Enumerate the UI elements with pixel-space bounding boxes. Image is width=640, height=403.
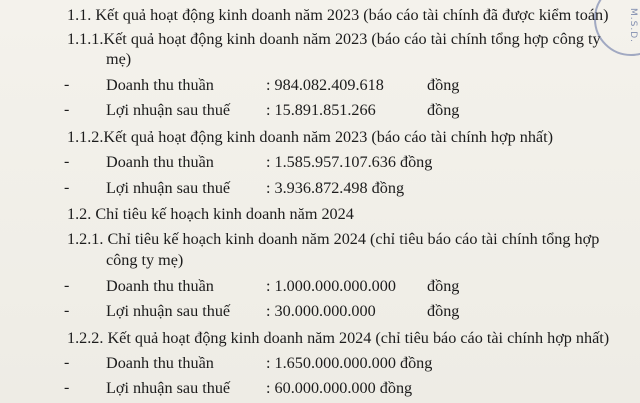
label-revenue: Doanh thu thuần — [106, 277, 214, 295]
heading-1-2: 1.2. Chỉ tiêu kế hoạch kinh doanh năm 2024 — [67, 205, 354, 223]
heading-1-1: 1.1. Kết quả hoạt động kinh doanh năm 2023 (báo cáo tài chính đã được kiểm toán) — [67, 6, 609, 24]
value-profit: : 15.891.851.266 — [266, 101, 376, 119]
label-revenue: Doanh thu thuần — [106, 76, 214, 94]
list-dash: - — [64, 379, 70, 396]
label-profit: Lợi nhuận sau thuế — [106, 379, 231, 397]
value-revenue: : 984.082.409.618 — [266, 76, 384, 94]
list-dash: - — [64, 277, 70, 294]
label-revenue: Doanh thu thuần — [106, 153, 214, 171]
value-profit: : 60.000.000.000 đồng — [266, 379, 413, 397]
list-dash: - — [64, 302, 70, 319]
heading-1-1-2: 1.1.2.Kết quả hoạt động kinh doanh năm 2023 (báo cáo tài chính hợp nhất) — [67, 128, 553, 146]
value-revenue: : 1.000.000.000.000 — [266, 277, 396, 295]
value-profit: : 30.000.000.000 — [266, 302, 376, 320]
unit: đồng — [427, 277, 460, 295]
unit: đồng — [427, 101, 460, 119]
list-dash: - — [64, 153, 70, 170]
label-profit: Lợi nhuận sau thuế — [106, 302, 231, 320]
label-revenue: Doanh thu thuần — [106, 354, 214, 372]
value-profit: : 3.936.872.498 đồng — [266, 179, 405, 197]
label-profit: Lợi nhuận sau thuế — [106, 101, 231, 119]
heading-1-2-1-line2: công ty mẹ) — [106, 251, 184, 269]
heading-1-2-2: 1.2.2. Kết quả hoạt động kinh doanh năm 2024 (chỉ tiêu báo cáo tài chính hợp nhất) — [67, 329, 610, 347]
label-profit: Lợi nhuận sau thuế — [106, 179, 231, 197]
list-dash: - — [64, 179, 70, 196]
unit: đồng — [427, 302, 460, 320]
value-revenue: : 1.650.000.000.000 đồng — [266, 354, 433, 372]
unit: đồng — [427, 76, 460, 94]
heading-1-2-1-line1: 1.2.1. Chỉ tiêu kế hoạch kinh doanh năm 2024 (chỉ tiêu báo cáo tài chính tổng hợp — [67, 230, 600, 248]
list-dash: - — [64, 354, 70, 371]
value-revenue: : 1.585.957.107.636 đồng — [266, 153, 433, 171]
list-dash: - — [64, 76, 70, 93]
list-dash: - — [64, 101, 70, 118]
heading-1-1-1-line2: mẹ) — [106, 50, 132, 68]
heading-1-1-1-line1: 1.1.1.Kết quả hoạt động kinh doanh năm 2023 (báo cáo tài chính tổng hợp công ty — [67, 30, 601, 48]
seal-text: M.S.D. — [628, 8, 638, 43]
